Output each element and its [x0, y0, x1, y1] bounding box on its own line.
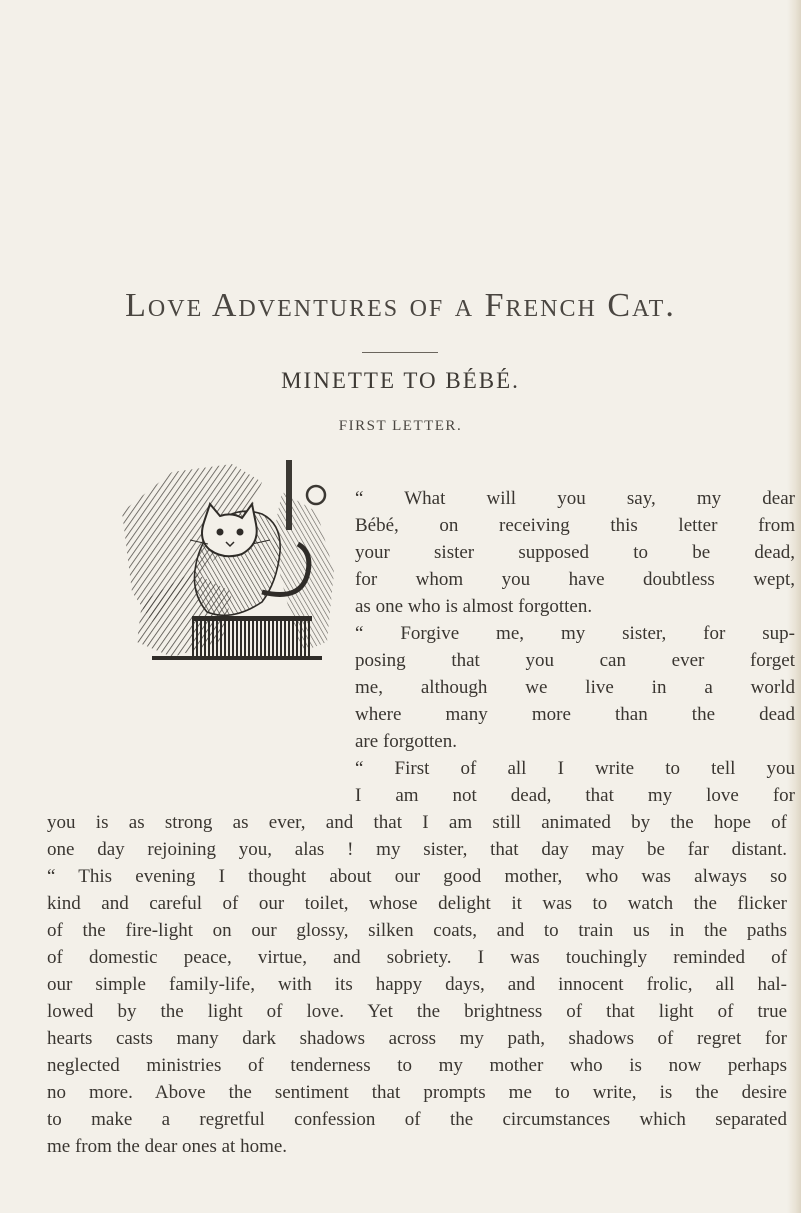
- paragraph-line: posing that you can ever forget: [355, 650, 795, 671]
- paragraph-line: one day rejoining you, alas ! my sister, that day may be far distant.: [47, 839, 787, 860]
- paragraph-line: no more. Above the sentiment that prompts me to write, is the desire: [47, 1082, 787, 1103]
- title-divider: [362, 352, 438, 353]
- paragraph-line: kind and careful of our toilet, whose delight it was to watch the flicker: [47, 893, 787, 914]
- paragraph-line: our simple family-life, with its happy days, and innocent frolic, all hal-: [47, 974, 787, 995]
- paragraph-line: you is as strong as ever, and that I am still animated by the hope of: [47, 812, 787, 833]
- paragraph-line: lowed by the light of love. Yet the brightness of that light of true: [47, 1001, 787, 1022]
- paragraph-line: to make a regretful confession of the circumstances which separated: [47, 1109, 787, 1130]
- paragraph-line: “ What will you say, my dear: [355, 488, 795, 509]
- paragraph-line: “ This evening I thought about our good mother, who was always so: [47, 866, 787, 887]
- paragraph-line: your sister supposed to be dead,: [355, 542, 795, 563]
- paragraph-line: neglected ministries of tenderness to my mother who is now perhaps: [47, 1055, 787, 1076]
- book-title: Love Adventures of a French Cat.: [125, 287, 676, 324]
- letter-label: FIRST LETTER.: [338, 418, 463, 434]
- paragraph-line: Bébé, on receiving this letter from: [355, 515, 795, 536]
- paragraph-line: where many more than the dead: [355, 704, 795, 725]
- paragraph-line: as one who is almost forgotten.: [355, 596, 593, 617]
- paragraph-line: me from the dear ones at home.: [47, 1136, 288, 1157]
- cat-at-window-engraving-icon: [112, 452, 338, 670]
- paragraph-line: I am not dead, that my love for: [355, 785, 795, 806]
- paragraph-line: for whom you have doubtless wept,: [355, 569, 795, 590]
- paragraph-line: “ First of all I write to tell you: [355, 758, 795, 779]
- paragraph-line: “ Forgive me, my sister, for sup-: [355, 623, 795, 644]
- chapter-heading: MINETTE TO BÉBÉ.: [281, 368, 520, 393]
- paragraph-line: of the fire-light on our glossy, silken coats, and to train us in the paths: [47, 920, 787, 941]
- paragraph-line: me, although we live in a world: [355, 677, 795, 698]
- paragraph-line: hearts casts many dark shadows across my path, shadows of regret for: [47, 1028, 787, 1049]
- paragraph-line: are forgotten.: [355, 731, 457, 752]
- paragraph-line: of domestic peace, virtue, and sobriety. I was touchingly reminded of: [47, 947, 787, 968]
